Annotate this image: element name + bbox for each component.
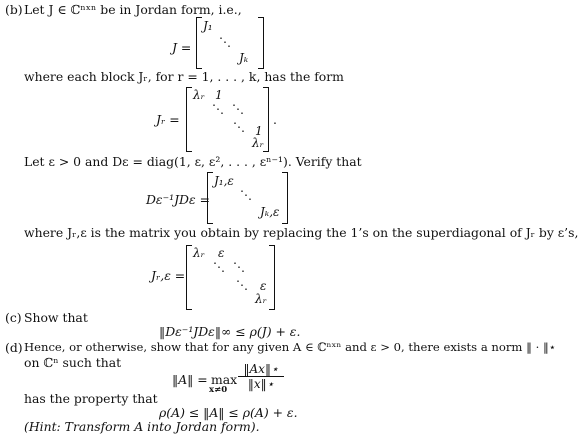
- part-c-label: (c): [5, 310, 22, 325]
- d-cell-1: J₁,ε: [214, 174, 234, 188]
- jre-cell-4: ⋱: [233, 260, 246, 274]
- j-left-bracket: [196, 17, 202, 69]
- jre-cell-7: λᵣ: [255, 292, 267, 306]
- jr-lhs: Jᵣ =: [156, 112, 180, 127]
- jr-cell-7: λᵣ: [252, 136, 264, 150]
- let-text: Let ε > 0 and Dε = diag(1, ε, ε², . . . , εⁿ⁻¹). Verify that: [24, 154, 362, 169]
- jre-lhs: Jᵣ,ε =: [151, 268, 186, 283]
- jr-cell-2: 1: [215, 88, 223, 102]
- jre-cell-2: ε: [218, 246, 225, 260]
- d-cell-2: ⋱: [240, 188, 253, 202]
- jre-cell-1: λᵣ: [193, 246, 205, 260]
- property-text: has the property that: [24, 391, 158, 406]
- jr-period: .: [273, 112, 277, 127]
- j-cell-1: J₁: [203, 19, 213, 33]
- jre-cell-6: ε: [260, 279, 267, 293]
- part-d-label: (d): [5, 340, 23, 355]
- jre-left-bracket: [186, 245, 192, 310]
- jr-cell-1: λᵣ: [193, 88, 205, 102]
- j-cell-3: Jₖ: [239, 51, 249, 65]
- part-c-formula: ‖Dε⁻¹JDε‖∞ ≤ ρ(J) + ε.: [159, 324, 301, 339]
- inequality: ρ(A) ≤ ‖A‖ ≤ ρ(A) + ε.: [159, 405, 298, 420]
- norm-lhs: ‖A‖ =: [172, 372, 208, 387]
- part-d-text1: Hence, or otherwise, show that for any given A ∈ ℂⁿˣⁿ and ε > 0, there exists a norm ‖ · ‖⋆: [24, 340, 556, 354]
- fraction-denominator: ‖x‖⋆: [247, 377, 275, 391]
- d-left-bracket: [207, 172, 213, 224]
- max-operator: max: [211, 372, 238, 387]
- norm-fraction: [238, 362, 284, 391]
- jr-left-bracket: [186, 87, 192, 152]
- jr-cell-5: ⋱: [233, 120, 246, 134]
- block-text: where each block Jᵣ, for r = 1, . . . , k, has the form: [24, 69, 344, 84]
- d-cell-3: Jₖ,ε: [260, 205, 280, 219]
- where-text: where Jᵣ,ε is the matrix you obtain by replacing the 1’s on the superdiagonal of Jᵣ by ε’s,: [24, 225, 578, 240]
- jr-cell-3: ⋱: [212, 102, 225, 116]
- jre-cell-5: ⋱: [236, 278, 249, 292]
- j-lhs: J =: [172, 40, 192, 55]
- d-lhs: Dε⁻¹JDε =: [146, 192, 210, 207]
- jre-right-bracket: [269, 245, 275, 310]
- max-subscript: x≠0: [209, 385, 228, 395]
- part-d-text2: on ℂⁿ such that: [24, 355, 122, 370]
- part-b-label: (b): [5, 2, 23, 17]
- part-c-text: Show that: [24, 310, 88, 325]
- j-right-bracket: [258, 17, 264, 69]
- jr-cell-6: 1: [255, 124, 263, 138]
- hint-text: (Hint: Transform A into Jordan form).: [24, 419, 260, 434]
- jr-cell-4: ⋱: [232, 102, 245, 116]
- j-cell-2: ⋱: [219, 35, 232, 49]
- jre-cell-3: ⋱: [213, 260, 226, 274]
- fraction-numerator: ‖Ax‖⋆: [238, 362, 284, 377]
- part-b-intro: Let J ∈ ℂⁿˣⁿ be in Jordan form, i.e.,: [24, 2, 242, 17]
- jr-right-bracket: [263, 87, 269, 152]
- d-right-bracket: [282, 172, 288, 224]
